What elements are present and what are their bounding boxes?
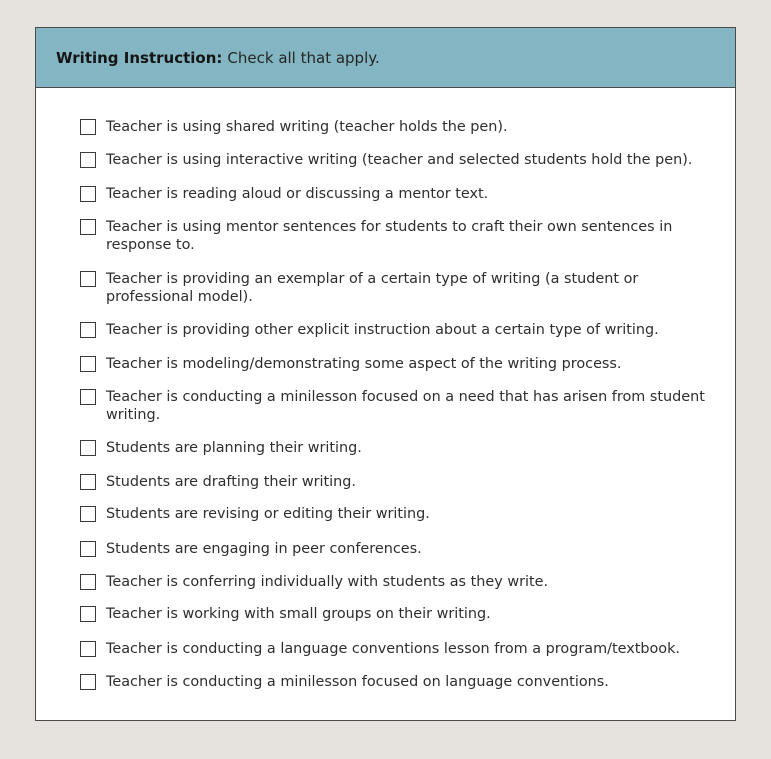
checkbox[interactable] bbox=[80, 119, 96, 135]
checkbox[interactable] bbox=[80, 440, 96, 456]
checklist-item[interactable] bbox=[80, 474, 720, 491]
checklist-item[interactable] bbox=[80, 271, 720, 306]
checklist-item[interactable] bbox=[80, 186, 720, 203]
header-title: Writing Instruction: bbox=[56, 48, 223, 67]
checklist-item[interactable] bbox=[80, 506, 720, 523]
checklist-item-label: Teacher is using interactive writing (teacher and selected students hold the pen). bbox=[106, 152, 693, 168]
panel-header bbox=[36, 28, 735, 88]
checkbox[interactable] bbox=[80, 219, 96, 235]
checklist-item-label: Teacher is conducting a minilesson focused on a need that has arisen from student writing. bbox=[106, 389, 705, 423]
checklist-item[interactable] bbox=[80, 219, 720, 254]
checklist-item[interactable] bbox=[80, 606, 720, 623]
checklist-item-label: Teacher is working with small groups on their writing. bbox=[106, 606, 491, 622]
checklist-item-label: Students are drafting their writing. bbox=[106, 474, 356, 490]
checklist-item[interactable] bbox=[80, 641, 720, 658]
checklist-item[interactable] bbox=[80, 541, 720, 558]
checklist-item-label: Teacher is reading aloud or discussing a mentor text. bbox=[106, 186, 489, 202]
checkbox[interactable] bbox=[80, 271, 96, 287]
checklist-item-label: Teacher is providing an exemplar of a certain type of writing (a student or professional model). bbox=[106, 271, 639, 305]
checklist-item-label: Teacher is conducting a minilesson focused on language conventions. bbox=[106, 674, 609, 690]
checklist-item[interactable] bbox=[80, 574, 720, 591]
checkbox[interactable] bbox=[80, 474, 96, 490]
checkbox[interactable] bbox=[80, 506, 96, 522]
checklist-item-label: Teacher is modeling/demonstrating some aspect of the writing process. bbox=[106, 356, 622, 372]
checkbox[interactable] bbox=[80, 674, 96, 690]
checkbox[interactable] bbox=[80, 186, 96, 202]
checklist-item-label: Students are revising or editing their writing. bbox=[106, 506, 430, 522]
checkbox[interactable] bbox=[80, 606, 96, 622]
checkbox[interactable] bbox=[80, 574, 96, 590]
checkbox[interactable] bbox=[80, 541, 96, 557]
checklist-item-label: Teacher is conducting a language conventions lesson from a program/textbook. bbox=[106, 641, 680, 657]
checklist-item[interactable] bbox=[80, 119, 720, 136]
checklist-item[interactable] bbox=[80, 322, 720, 339]
checklist-item-label: Teacher is providing other explicit instruction about a certain type of writing. bbox=[106, 322, 659, 338]
checklist-item-label: Teacher is using mentor sentences for students to craft their own sentences in response to. bbox=[106, 219, 673, 253]
checklist-item[interactable] bbox=[80, 389, 720, 424]
checklist-item[interactable] bbox=[80, 356, 720, 373]
checkbox[interactable] bbox=[80, 356, 96, 372]
checklist-item-label: Students are planning their writing. bbox=[106, 440, 362, 456]
checkbox[interactable] bbox=[80, 389, 96, 405]
header-instruction: Check all that apply. bbox=[227, 48, 380, 67]
checklist-item-label: Teacher is conferring individually with students as they write. bbox=[106, 574, 549, 590]
checklist-item[interactable] bbox=[80, 674, 720, 691]
checkbox[interactable] bbox=[80, 322, 96, 338]
checkbox[interactable] bbox=[80, 641, 96, 657]
checklist-panel bbox=[35, 27, 736, 721]
checklist-item-label: Teacher is using shared writing (teacher holds the pen). bbox=[106, 119, 508, 135]
checklist-item[interactable] bbox=[80, 152, 720, 169]
checklist-item[interactable] bbox=[80, 440, 720, 457]
checkbox[interactable] bbox=[80, 152, 96, 168]
checklist-item-label: Students are engaging in peer conferences. bbox=[106, 541, 422, 557]
